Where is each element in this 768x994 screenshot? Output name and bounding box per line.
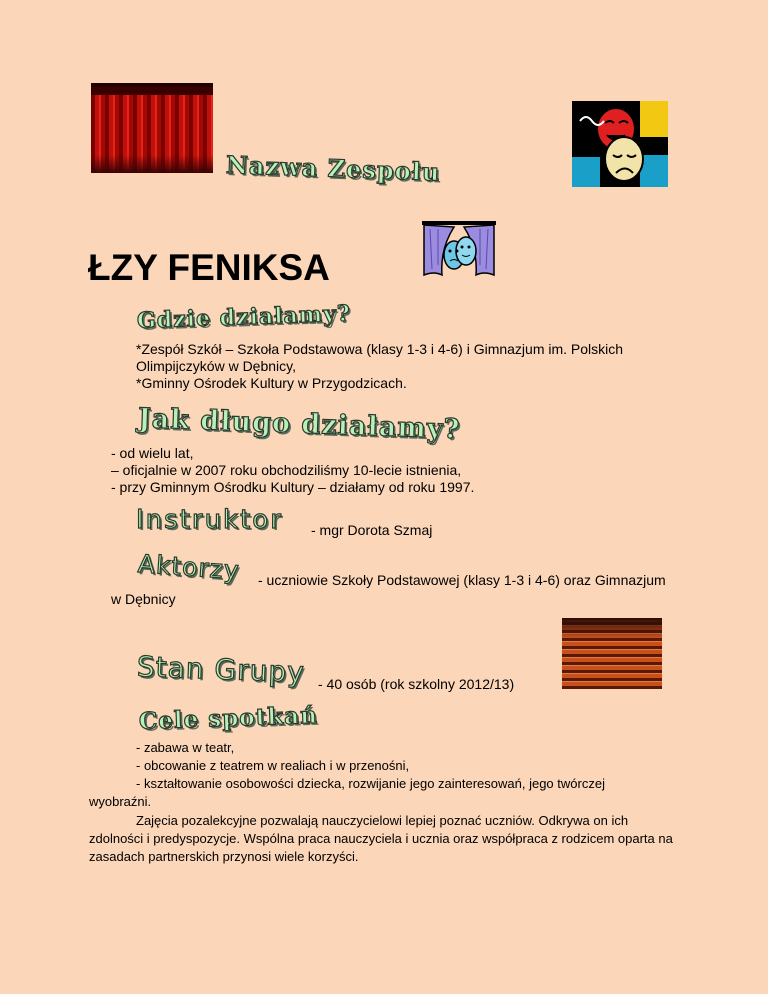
where-line-3: *Gminny Ośrodek Kultury w Przygodzicach.	[136, 375, 407, 391]
how-long-heading: Jak długo działamy?	[137, 403, 461, 446]
actors-heading: Aktorzy	[136, 549, 241, 586]
theater-masks-image	[572, 101, 668, 187]
how-long-line-2: – oficjalnie w 2007 roku obchodziliśmy 10-lecie istnienia,	[111, 462, 462, 478]
goals-line-4: wyobraźni.	[89, 794, 152, 809]
group-heading: Stan Grupy	[136, 650, 306, 689]
where-line-2: Olimpijczyków w Dębnicy,	[136, 358, 296, 374]
theater-seats-image	[562, 618, 662, 689]
goals-heading: Cele spotkań	[138, 701, 319, 735]
where-heading: Gdzie działamy?	[136, 300, 352, 334]
goals-line-2: - obcowanie z teatrem w realiach i w przenośni,	[136, 758, 410, 773]
goals-line-3: - kształtowanie osobowości dziecka, rozwijanie jego zainteresowań, jego twórczej	[136, 776, 605, 791]
how-long-line-1: - od wielu lat,	[111, 445, 194, 461]
where-line-1: *Zespół Szkół – Szkoła Podstawowa (klasy 1-3 i 4-6) i Gimnazjum im. Polskich	[136, 341, 624, 357]
how-long-line-3: - przy Gminnym Ośrodku Kultury – działamy od roku 1997.	[111, 479, 475, 495]
theater-curtain-image	[91, 83, 213, 173]
team-name: ŁZY FENIKSA	[88, 247, 330, 288]
goals-line-1: - zabawa w teatr,	[136, 740, 235, 755]
team-name-heading: Nazwa Zespołu	[225, 150, 441, 187]
curtain-masks-clipart	[420, 219, 498, 281]
goals-paragraph-line-3: zasadach partnerskich przynosi wiele korzyści.	[89, 849, 359, 864]
actors-text-2: w Dębnicy	[111, 591, 176, 607]
group-text: - 40 osób (rok szkolny 2012/13)	[318, 676, 515, 692]
goals-paragraph-line-2: zdolności i predyspozycje. Wspólna praca nauczyciela i ucznia oraz współpraca z rodzicem oparta na	[89, 831, 673, 846]
instructor-text: - mgr Dorota Szmaj	[311, 522, 433, 538]
actors-text: - uczniowie Szkoły Podstawowej (klasy 1-3 i 4-6) oraz Gimnazjum	[258, 572, 666, 588]
instructor-heading: Instruktor	[136, 505, 283, 535]
goals-paragraph-line-1: Zajęcia pozalekcyjne pozwalają nauczycielowi lepiej poznać uczniów. Odkrywa on ich	[136, 813, 629, 828]
